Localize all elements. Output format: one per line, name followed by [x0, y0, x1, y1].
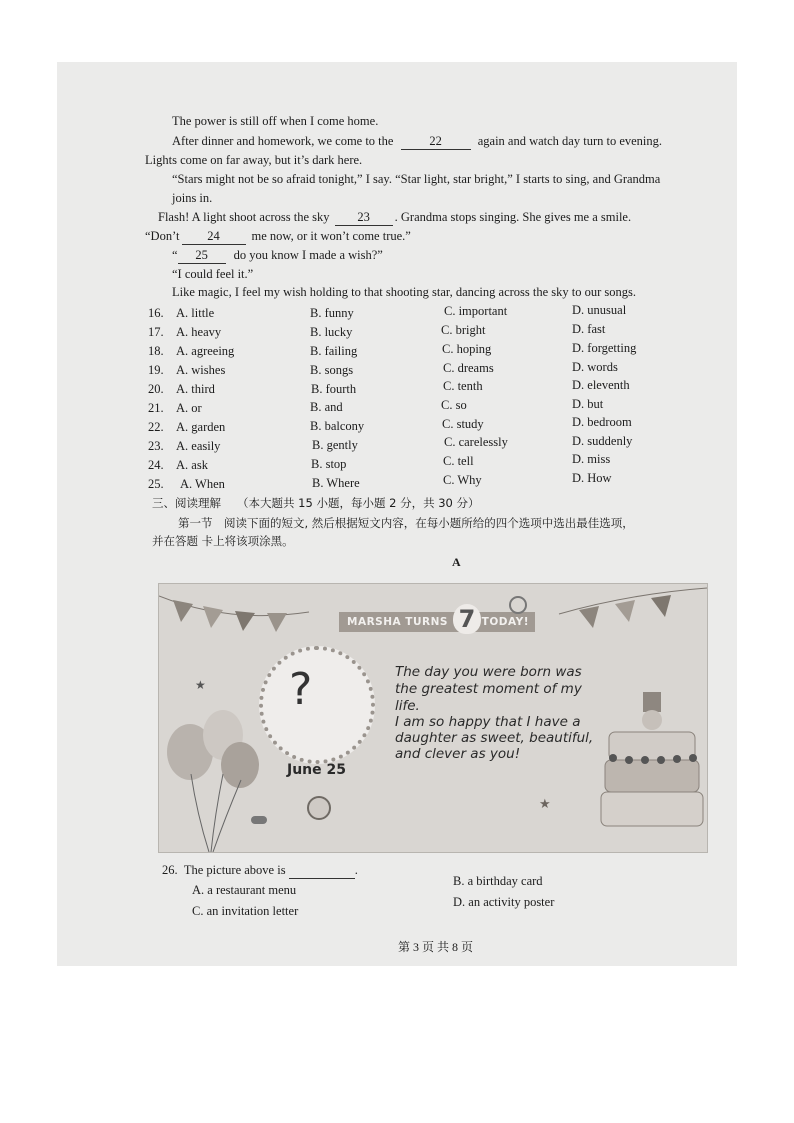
passage-line: joins in.: [172, 191, 213, 205]
lollipop-icon: [509, 596, 527, 614]
option-c[interactable]: C. hoping: [442, 342, 492, 356]
option-a[interactable]: A. little: [176, 306, 215, 320]
card-message-line: The day you were born was: [395, 664, 582, 680]
option-d[interactable]: D. How: [572, 471, 612, 485]
option-a[interactable]: A. agreeing: [176, 344, 235, 358]
question-number: 18.: [148, 344, 164, 358]
option-b[interactable]: B. fourth: [311, 382, 357, 396]
question-mark: ?: [289, 664, 313, 715]
passage-line: Like magic, I feel my wish holding to that shooting star, dancing across the sky to our songs.: [172, 285, 637, 299]
cake-icon: [599, 692, 708, 842]
q26-stem: 26. The picture above is .: [162, 863, 358, 877]
option-b[interactable]: B. stop: [311, 457, 347, 471]
question-number: 20.: [148, 382, 164, 396]
star-icon: ★: [539, 796, 551, 811]
card-message-line: I am so happy that I have a: [395, 714, 581, 730]
card-banner: [339, 612, 535, 632]
option-a[interactable]: A. When: [180, 477, 225, 491]
option-c[interactable]: C. tenth: [443, 379, 483, 393]
q26-option-b[interactable]: B. a birthday card: [453, 874, 543, 888]
option-b[interactable]: B. funny: [310, 306, 354, 320]
passage-line: “Stars might not be so afraid tonight,” I say. “Star light, star bright,” I starts to sing, and Grandma: [172, 172, 661, 186]
option-a[interactable]: A. or: [176, 401, 202, 415]
option-c[interactable]: C. study: [442, 417, 484, 431]
option-b[interactable]: B. balcony: [310, 419, 365, 433]
passage-line: After dinner and homework, we come to the 22 again and watch day turn to evening.: [172, 134, 663, 148]
option-c[interactable]: C. important: [444, 304, 508, 318]
q26-option-a[interactable]: A. a restaurant menu: [192, 883, 297, 897]
heart-age-badge: 7: [453, 604, 481, 634]
passage-line: “I could feel it.”: [172, 267, 254, 281]
question-number: 17.: [148, 325, 164, 339]
passage-line: Lights come on far away, but it’s dark here.: [145, 153, 363, 167]
option-a[interactable]: A. ask: [176, 458, 208, 472]
passage-line: The power is still off when I come home.: [172, 114, 379, 128]
option-b[interactable]: B. songs: [310, 363, 354, 377]
passage-line: Flash! A light shoot across the sky 23 . Grandma stops singing. She gives me a smile.: [158, 210, 632, 224]
q26-option-c[interactable]: C. an invitation letter: [192, 904, 299, 918]
option-a[interactable]: A. third: [176, 382, 215, 396]
option-a[interactable]: A. heavy: [176, 325, 222, 339]
option-d[interactable]: D. fast: [572, 322, 606, 336]
balloon-strings: [179, 774, 279, 853]
q26-option-d[interactable]: D. an activity poster: [453, 895, 555, 909]
option-b[interactable]: B. failing: [310, 344, 358, 358]
lollipop-icon: [307, 796, 331, 820]
part-label: A: [452, 555, 461, 569]
option-d[interactable]: D. words: [572, 360, 618, 374]
option-b[interactable]: B. Where: [312, 476, 360, 490]
question-number: 16.: [148, 306, 164, 320]
birthday-card-image: [158, 583, 708, 853]
blank-23[interactable]: 23: [335, 209, 393, 226]
option-d[interactable]: D. unusual: [572, 303, 627, 317]
section-instruction: 第一节 阅读下面的短文, 然后根据短文内容，在每小题所给的四个选项中选出最佳选项，: [178, 516, 634, 530]
question-number: 22.: [148, 420, 164, 434]
option-c[interactable]: C. so: [441, 398, 467, 412]
option-c[interactable]: C. dreams: [443, 361, 494, 375]
question-number: 24.: [148, 458, 164, 472]
option-c[interactable]: C. carelessly: [444, 435, 508, 449]
photo-frame: [259, 646, 375, 764]
option-d[interactable]: D. miss: [572, 452, 611, 466]
option-d[interactable]: D. bedroom: [572, 415, 632, 429]
card-message-line: daughter as sweet, beautiful,: [395, 730, 594, 746]
question-number: 21.: [148, 401, 164, 415]
blank-24[interactable]: 24: [182, 228, 246, 245]
option-a[interactable]: A. easily: [176, 439, 221, 453]
option-b[interactable]: B. gently: [312, 438, 358, 452]
question-number: 19.: [148, 363, 164, 377]
option-b[interactable]: B. lucky: [310, 325, 353, 339]
question-number: 23.: [148, 439, 164, 453]
option-a[interactable]: A. garden: [176, 420, 226, 434]
card-message-line: the greatest moment of my: [395, 681, 582, 697]
option-a[interactable]: A. wishes: [176, 363, 226, 377]
blank-22[interactable]: 22: [401, 133, 471, 150]
question-number: 25.: [148, 477, 164, 491]
section-heading: 三、阅读理解 （本大题共 15 小题，每小题 2 分，共 30 分）: [152, 496, 480, 510]
option-d[interactable]: D. eleventh: [572, 378, 630, 392]
page-number: 第 3 页 共 8 页: [398, 940, 474, 954]
candy-icon: [251, 816, 267, 824]
option-d[interactable]: D. forgetting: [572, 341, 637, 355]
section-instruction: 并在答题 卡上将该项涂黑。: [152, 534, 294, 548]
blank-25[interactable]: 25: [178, 247, 226, 264]
card-date: June 25: [287, 762, 346, 778]
option-c[interactable]: C. tell: [443, 454, 474, 468]
card-message-line: and clever as you!: [395, 746, 521, 762]
option-c[interactable]: C. bright: [441, 323, 486, 337]
option-d[interactable]: D. suddenly: [572, 434, 633, 448]
option-b[interactable]: B. and: [310, 400, 343, 414]
banner-right-text: TODAY!: [481, 616, 529, 628]
q26-blank[interactable]: [289, 862, 355, 879]
passage-line: “ 25 do you know I made a wish?”: [172, 248, 383, 262]
passage-line: “Don’t 24 me now, or it won’t come true.”: [145, 229, 411, 243]
card-message-line: life.: [395, 698, 420, 714]
option-c[interactable]: C. Why: [443, 473, 482, 487]
banner-left-text: MARSHA TURNS: [347, 616, 448, 628]
option-d[interactable]: D. but: [572, 397, 604, 411]
star-icon: ★: [195, 678, 206, 692]
